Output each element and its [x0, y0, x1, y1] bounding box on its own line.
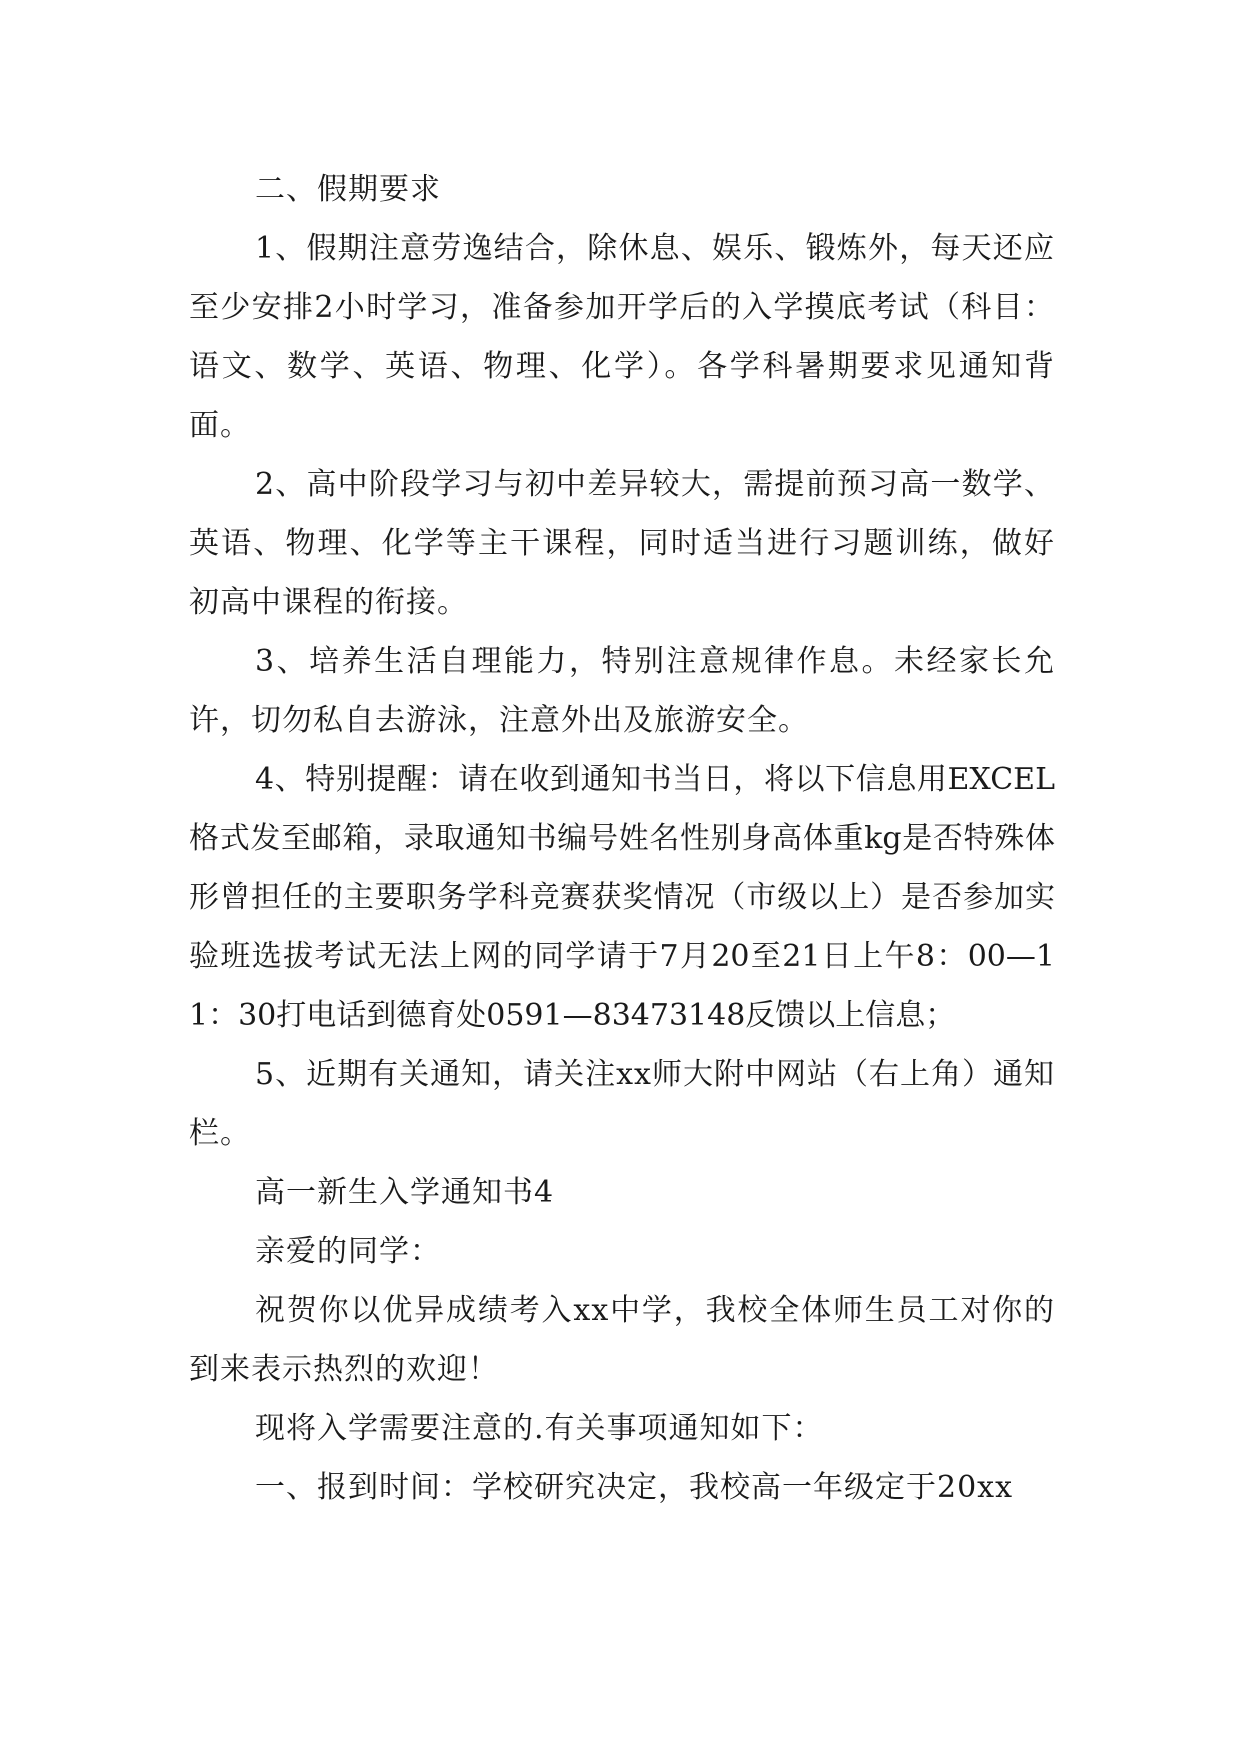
paragraph-notice-intro: 现将入学需要注意的.有关事项通知如下：: [255, 1411, 824, 1446]
paragraph-requirement-2: 2、高中阶段学习与初中差异较大，需提前预习高一数学、英语、物理、化学等主干课程，同时适当进行习题训练，做好初高中课程的衔接。: [189, 467, 1055, 620]
paragraph-requirement-5: 5、近期有关通知，请关注xx师大附中网站（右上角）通知栏。: [189, 1057, 1055, 1151]
section-heading-holiday-requirements: 二、假期要求: [255, 172, 441, 207]
paragraph-registration-time: 一、报到时间：学校研究决定，我校高一年级定于20xx: [255, 1470, 1014, 1505]
greeting: 亲爱的同学：: [255, 1234, 441, 1269]
paragraph-requirement-3: 3、培养生活自理能力，特别注意规律作息。未经家长允许，切勿私自去游泳，注意外出及旅游安全。: [189, 644, 1055, 738]
document-body: [189, 160, 1055, 1517]
paragraph-requirement-4: 4、特别提醒：请在收到通知书当日，将以下信息用EXCEL格式发至邮箱，录取通知书编号姓名性别身高体重kg是否特殊体形曾担任的主要职务学科竞赛获奖情况（市级以上）是否参加实验班选拔考试无法上网的同学请于7月20至21日上午8：00—11：30打电话到德育处0591—83473148反馈以上信息；: [189, 762, 1055, 1033]
paragraph-requirement-1: 1、假期注意劳逸结合，除休息、娱乐、锻炼外，每天还应至少安排2小时学习，准备参加开学后的入学摸底考试（科目：语文、数学、英语、物理、化学）。各学科暑期要求见通知背面。: [189, 231, 1055, 443]
notice-title: 高一新生入学通知书4: [255, 1175, 555, 1210]
paragraph-congratulation: 祝贺你以优异成绩考入xx中学，我校全体师生员工对你的到来表示热烈的欢迎！: [189, 1293, 1055, 1387]
